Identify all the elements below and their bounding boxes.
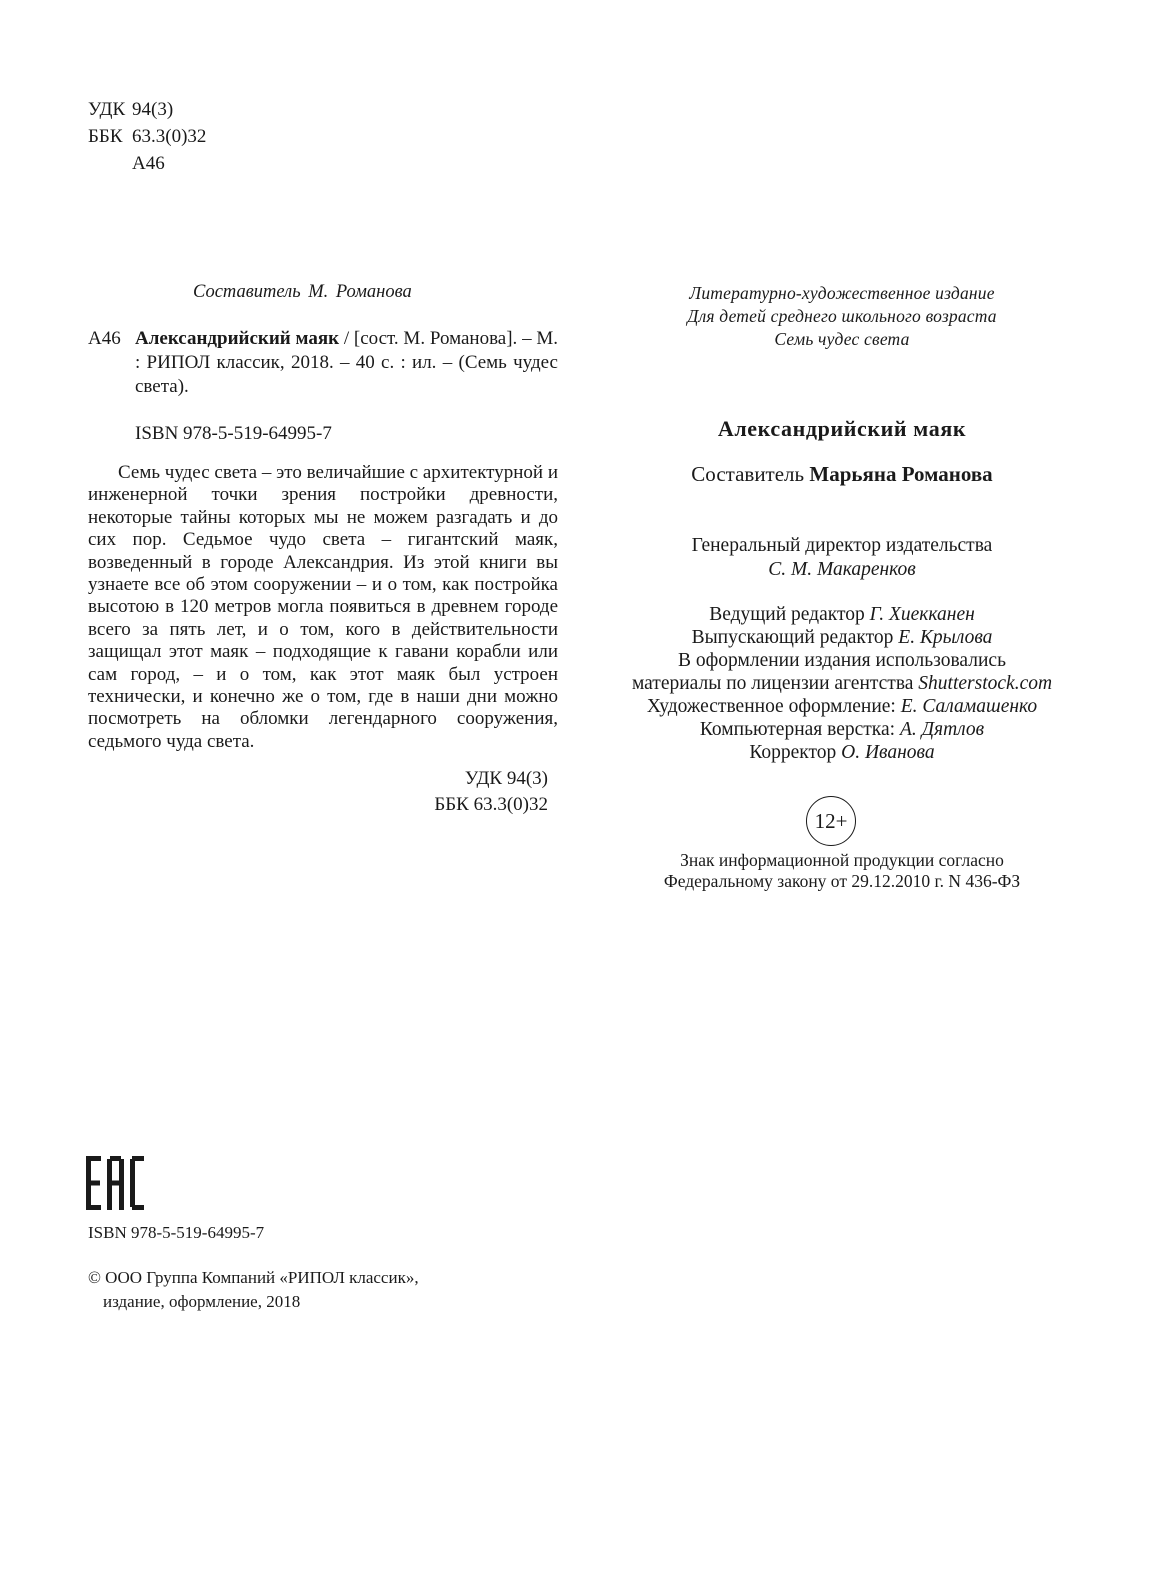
bbk-value: 63.3(0)32 (132, 126, 207, 147)
layout-name: А. Дятлов (899, 719, 985, 740)
art-line (600, 695, 1084, 718)
art-name: Е. Саламашенко (900, 696, 1038, 717)
director-label: Генеральный директор издательства (691, 535, 993, 556)
release-editor-label: Выпускающий редактор (691, 627, 899, 648)
director-name: С. М. Макаренков (768, 559, 916, 580)
isbn-bottom: ISBN 978-5-519-64995-7 (88, 1223, 265, 1242)
catalog-code: А46 (88, 328, 121, 349)
eac-conformity-icon (86, 1156, 144, 1215)
materials-line-2 (600, 672, 1084, 695)
bbk-label: ББК (88, 126, 123, 147)
lead-editor-name: Г. Хиекканен (869, 604, 975, 625)
layout-line (600, 718, 1084, 741)
compiler-line (600, 462, 1084, 487)
udk-label: УДК (88, 99, 126, 120)
catalog-rest: / [сост. М. Романова]. – М. : РИПОЛ классик, 2018. – 40 с. : ил. – (Семь чудес света). (135, 328, 558, 397)
copyright-block (88, 1266, 419, 1314)
catalog-text (135, 327, 558, 399)
genre-line: Семь чудес света (774, 329, 910, 349)
materials-label: материалы по лицензии агентства (631, 673, 919, 694)
genre-block (600, 282, 1084, 351)
catalog-title: Александрийский маяк (135, 328, 340, 349)
layout-label: Компьютерная верстка: (699, 719, 900, 740)
classification-bottom (370, 766, 548, 818)
classification-block (88, 96, 206, 177)
bbk-line: ББК 63.3(0)32 (434, 794, 548, 815)
author-mark-row (88, 150, 206, 177)
release-editor-line (600, 626, 1084, 649)
director-block (600, 534, 1084, 582)
art-label: Художественное оформление: (646, 696, 901, 717)
eac-mark-svg (86, 1156, 144, 1210)
proof-line (600, 741, 1084, 764)
compiler-name: Марьяна Романова (809, 462, 993, 486)
udk-value: 94(3) (132, 99, 174, 120)
age-rating-badge (806, 796, 856, 846)
catalog-entry (88, 327, 558, 399)
compiler-line-small: Составитель М. Романова (193, 282, 412, 302)
lead-editor-line (600, 603, 1084, 626)
udk-row (88, 96, 206, 123)
materials-line-1: В оформлении издания использовались (678, 650, 1006, 671)
annotation-text: Семь чудес света – это величайшие с архитектурной и инженерной точки зрения постройки древности, некоторые тайны которых мы не можем разгадать и до сих пор. Седьмое чудо света – гигантский маяк, возведенный в городе Александрия. Из этой книги вы узнаете все об этом сооружении – и о том, как постройка высотою в 120 метров могла появиться в древнем городе всего за пять лет, и о том, кого в действительности защищал этот маяк – подходящие к гавани корабли или сам город, – и о том, как этот маяк был устроен технически, и конечно же о том, где в наши дни можно посмотреть на обломки легендарного сооружения, седьмого чуда света. (88, 462, 558, 752)
genre-line: Для детей среднего школьного возраста (687, 306, 997, 326)
release-editor-name: Е. Крылова (898, 627, 993, 648)
age-rating-text: 12+ (814, 808, 848, 833)
author-mark: А46 (132, 153, 165, 174)
udk-line: УДК 94(3) (464, 768, 548, 789)
age-note-line-1: Знак информационной продукции согласно (680, 850, 1004, 870)
lead-editor-label: Ведущий редактор (709, 604, 870, 625)
copyright-line-1: © ООО Группа Компаний «РИПОЛ классик», (88, 1268, 419, 1287)
isbn-catalog: ISBN 978-5-519-64995-7 (135, 423, 332, 444)
copyright-line-2: издание, оформление, 2018 (103, 1292, 301, 1311)
staff-block (600, 603, 1084, 764)
materials-agency: Shutterstock.com (918, 673, 1053, 694)
bbk-row (88, 123, 206, 150)
genre-line: Литературно-художественное издание (689, 283, 995, 303)
proof-name: О. Иванова (841, 742, 935, 763)
age-note-line-2: Федеральному закону от 29.12.2010 г. N 436-ФЗ (663, 871, 1021, 891)
age-rating-note (600, 850, 1084, 892)
book-title: Александрийский маяк (717, 416, 967, 441)
proof-label: Корректор (749, 742, 842, 763)
compiler-label: Составитель (691, 462, 810, 486)
